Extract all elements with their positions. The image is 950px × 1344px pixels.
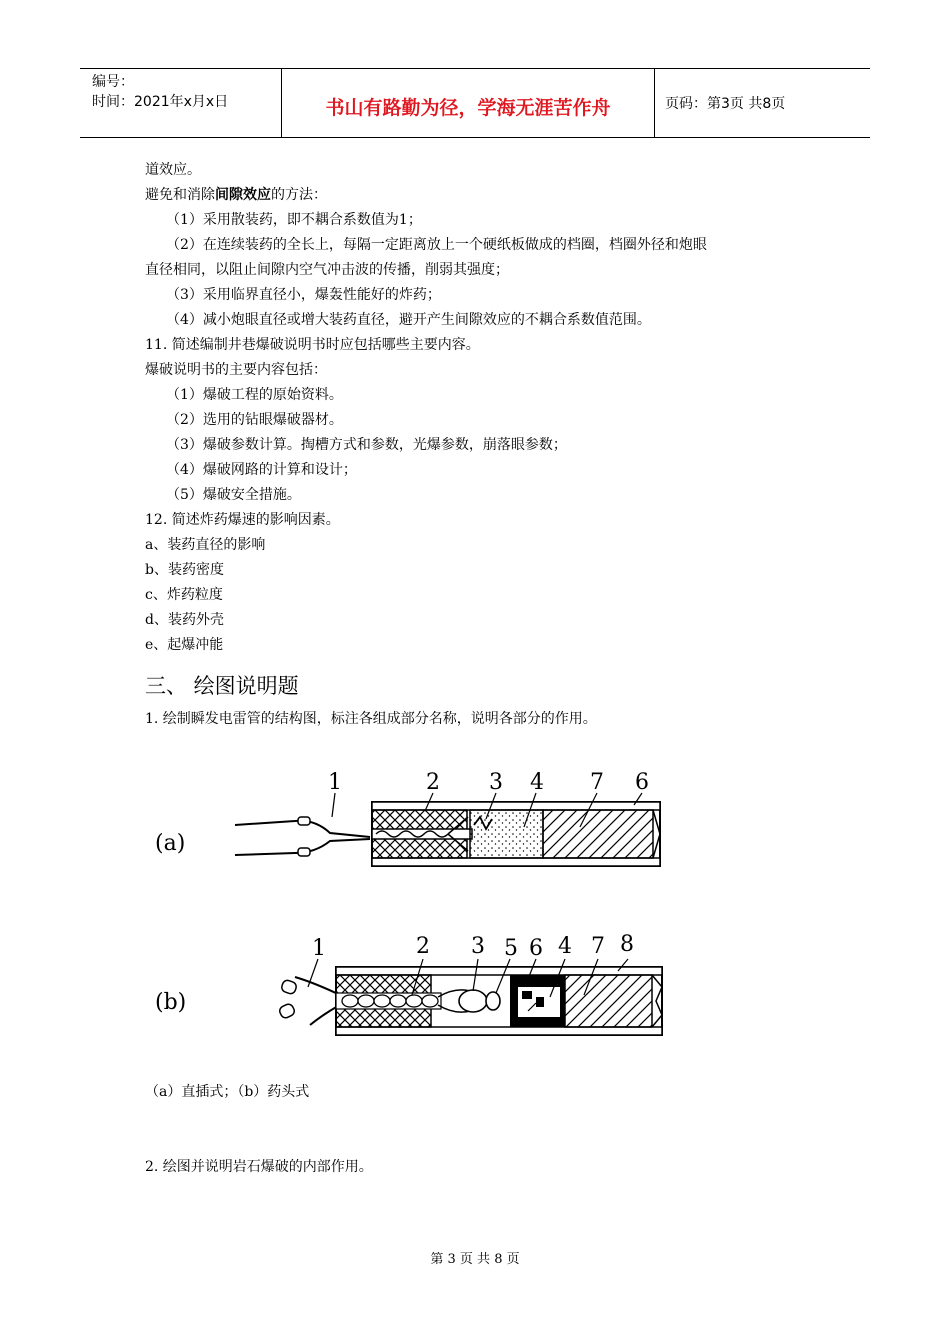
text-line: （2）选用的钻眼爆破器材。 <box>166 412 343 428</box>
shell-wall-bottom <box>336 1027 662 1035</box>
shell-wall-bottom <box>372 858 660 866</box>
text-line: （4）爆破网路的计算和设计； <box>166 462 357 478</box>
text-line: 11. 简述编制井巷爆破说明书时应包括哪些主要内容。 <box>145 337 480 353</box>
figure-label-a: (a) <box>155 831 186 856</box>
text-line: 爆破说明书的主要内容包括： <box>145 362 327 378</box>
part-number: 6 <box>635 770 649 795</box>
header-motto-cell <box>281 69 655 137</box>
base-charge <box>543 810 653 858</box>
shell-wall-top <box>336 967 662 975</box>
wire-end <box>298 817 310 825</box>
text-line: c、炸药粒度 <box>145 587 223 603</box>
figure-caption: （a）直插式；（b）药头式 <box>145 1084 310 1100</box>
text-line: 12. 简述炸药爆速的影响因素。 <box>145 512 340 528</box>
part-number: 1 <box>312 936 326 961</box>
text-line: d、装药外壳 <box>145 612 224 628</box>
text-line: a、装药直径的影响 <box>145 537 266 553</box>
text-line: （5）爆破安全措施。 <box>166 487 301 503</box>
part-number: 7 <box>590 770 604 795</box>
part-number: 2 <box>416 934 430 959</box>
part-number: 7 <box>591 934 605 959</box>
text-line: （4）减小炮眼直径或增大装药直径，避开产生间隙效应的不耦合系数值范围。 <box>166 312 651 328</box>
text-line: 直径相同，以阻止间隙内空气冲击波的传播，削弱其强度； <box>145 262 509 278</box>
part-number: 6 <box>529 936 543 961</box>
header-motto: 书山有路勤为径，学海无涯苦作舟 <box>325 97 611 119</box>
fuse-head <box>459 990 487 1012</box>
question-2: 2. 绘图并说明岩石爆破的内部作用。 <box>145 1159 373 1175</box>
section-title: 三、 绘图说明题 <box>145 674 299 698</box>
base-charge <box>565 975 652 1027</box>
header-meta <box>80 69 281 137</box>
part-number: 5 <box>504 936 518 961</box>
detonator-figure-b <box>140 925 700 1050</box>
wire-end <box>278 1003 296 1020</box>
text-line: e、起爆冲能 <box>145 637 224 653</box>
text-line: b、装药密度 <box>145 562 224 578</box>
part-number: 3 <box>489 770 503 795</box>
text-line: （3）采用临界直径小，爆轰性能好的炸药； <box>166 287 441 303</box>
text-line: （3）爆破参数计算。掏槽方式和参数，光爆参数，崩落眼参数； <box>166 437 567 453</box>
text-line: （1）爆破工程的原始资料。 <box>166 387 343 403</box>
part-number: 4 <box>558 934 572 959</box>
part-number: 4 <box>530 770 544 795</box>
wire-end <box>298 848 310 856</box>
text-line: （2）在连续装药的全长上，每隔一定距离放上一个硬纸板做成的档圈，档圈外径和炮眼 <box>166 237 707 253</box>
text-line: 道效应。 <box>145 162 201 178</box>
ignition-head <box>486 992 500 1010</box>
shell-wall-top <box>372 802 660 810</box>
part-number: 3 <box>471 934 485 959</box>
bold-term: 间隙效应 <box>215 187 271 203</box>
text-line: （1）采用散装药，即不耦合系数值为1； <box>166 212 422 228</box>
page-footer: 第 3 页 共 8 页 <box>430 1252 520 1267</box>
figure-label-b: (b) <box>155 990 187 1015</box>
question-1: 1. 绘制瞬发电雷管的结构图，标注各组成部分名称，说明各部分的作用。 <box>145 711 597 727</box>
text-span: 的方法： <box>271 187 327 203</box>
wire-end <box>280 979 297 995</box>
page-header <box>80 68 870 138</box>
text-line <box>145 185 327 205</box>
part-number: 2 <box>426 770 440 795</box>
text-span: 避免和消除 <box>145 187 215 203</box>
part-number: 8 <box>620 932 634 957</box>
part-number: 1 <box>328 770 342 795</box>
lead-wire <box>295 977 340 995</box>
time-label: 时间：2021年x月x日 <box>92 94 229 110</box>
header-page-info: 页码：第3页 共8页 <box>665 96 786 112</box>
detonator-figure-a <box>140 755 700 875</box>
number-label: 编号： <box>92 74 134 90</box>
